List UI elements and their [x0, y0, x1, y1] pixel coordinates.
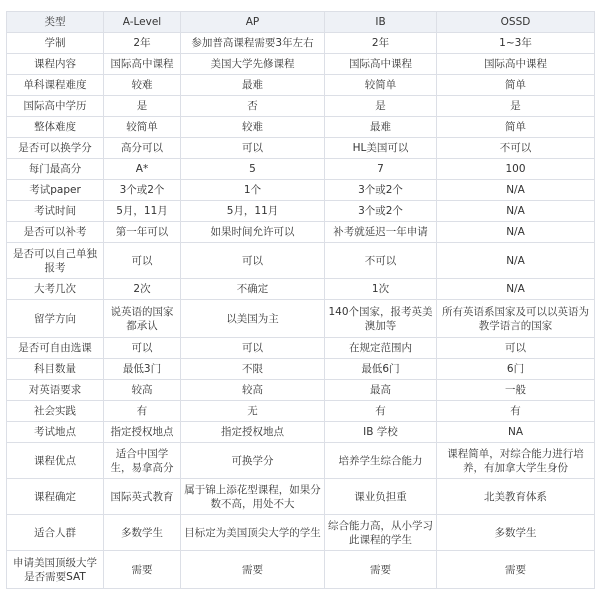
- cell-ib: 国际高中课程: [325, 54, 437, 75]
- cell-ib: 较简单: [325, 75, 437, 96]
- cell-ap: 可以: [181, 338, 325, 359]
- cell-ossd: N/A: [437, 222, 595, 243]
- cell-ossd: 是: [437, 96, 595, 117]
- cell-ossd: N/A: [437, 279, 595, 300]
- table-row: [7, 96, 595, 117]
- cell-ap: 较高: [181, 380, 325, 401]
- row-label: 对英语要求: [7, 380, 104, 401]
- cell-ib: IB 学校: [325, 422, 437, 443]
- header-alevel: A-Level: [104, 12, 181, 33]
- cell-ap: 否: [181, 96, 325, 117]
- cell-alevel: 2年: [104, 33, 181, 54]
- cell-ib: HL美国可以: [325, 138, 437, 159]
- cell-ib: 需要: [325, 551, 437, 589]
- table-row: [7, 201, 595, 222]
- row-label: 是否可自由选课: [7, 338, 104, 359]
- cell-ib: 补考就延迟一年申请: [325, 222, 437, 243]
- cell-alevel: 可以: [104, 338, 181, 359]
- cell-ib: 有: [325, 401, 437, 422]
- cell-ossd: 北美教育体系: [437, 479, 595, 515]
- comparison-table: [6, 11, 595, 589]
- header-row: [7, 12, 595, 33]
- cell-alevel: 说英语的国家都承认: [104, 300, 181, 338]
- cell-ossd: 简单: [437, 117, 595, 138]
- table-row: [7, 222, 595, 243]
- cell-alevel: 指定授权地点: [104, 422, 181, 443]
- row-label: 申请美国顶级大学是否需要SAT: [7, 551, 104, 589]
- cell-ib: 是: [325, 96, 437, 117]
- row-label: 是否可以换学分: [7, 138, 104, 159]
- cell-alevel: 3个或2个: [104, 180, 181, 201]
- cell-ossd: 有: [437, 401, 595, 422]
- cell-ap: 目标定为美国顶尖大学的学生: [181, 515, 325, 551]
- row-label: 大考几次: [7, 279, 104, 300]
- cell-alevel: 可以: [104, 243, 181, 279]
- header-ib: IB: [325, 12, 437, 33]
- cell-alevel: 较难: [104, 75, 181, 96]
- table-row: [7, 54, 595, 75]
- table-row: [7, 401, 595, 422]
- cell-ossd: 多数学生: [437, 515, 595, 551]
- cell-ap: 5月，11月: [181, 201, 325, 222]
- cell-ib: 2年: [325, 33, 437, 54]
- cell-ib: 不可以: [325, 243, 437, 279]
- cell-alevel: 高分可以: [104, 138, 181, 159]
- cell-ap: 无: [181, 401, 325, 422]
- row-label: 考试paper: [7, 180, 104, 201]
- row-label: 学制: [7, 33, 104, 54]
- cell-ossd: 100: [437, 159, 595, 180]
- table-row: [7, 180, 595, 201]
- cell-ap: 参加普高课程需要3年左右: [181, 33, 325, 54]
- row-label: 考试时间: [7, 201, 104, 222]
- cell-ib: 140个国家，报考英美澳加等: [325, 300, 437, 338]
- cell-ap: 需要: [181, 551, 325, 589]
- row-label: 是否可以自己单独报考: [7, 243, 104, 279]
- cell-ossd: 可以: [437, 338, 595, 359]
- cell-ap: 美国大学先修课程: [181, 54, 325, 75]
- cell-ossd: N/A: [437, 201, 595, 222]
- cell-ossd: N/A: [437, 243, 595, 279]
- table-row: [7, 300, 595, 338]
- table-row: [7, 243, 595, 279]
- cell-ap: 可换学分: [181, 443, 325, 479]
- cell-ib: 最高: [325, 380, 437, 401]
- cell-ap: 如果时间允许可以: [181, 222, 325, 243]
- row-label: 留学方向: [7, 300, 104, 338]
- row-label: 考试地点: [7, 422, 104, 443]
- cell-ib: 3个或2个: [325, 180, 437, 201]
- table-row: [7, 159, 595, 180]
- cell-alevel: 较简单: [104, 117, 181, 138]
- cell-ossd: 6门: [437, 359, 595, 380]
- table-row: [7, 443, 595, 479]
- cell-ap: 不确定: [181, 279, 325, 300]
- table-row: [7, 75, 595, 96]
- cell-ossd: 国际高中课程: [437, 54, 595, 75]
- header-ap: AP: [181, 12, 325, 33]
- cell-alevel: 多数学生: [104, 515, 181, 551]
- cell-ib: 1次: [325, 279, 437, 300]
- cell-alevel: 最低3门: [104, 359, 181, 380]
- cell-ossd: 简单: [437, 75, 595, 96]
- cell-alevel: 第一年可以: [104, 222, 181, 243]
- row-label: 单科课程难度: [7, 75, 104, 96]
- table-row: [7, 359, 595, 380]
- table-row: [7, 422, 595, 443]
- cell-ossd: 课程简单，对综合能力进行培养，有加拿大学生身份: [437, 443, 595, 479]
- cell-ap: 最难: [181, 75, 325, 96]
- row-label: 课程内容: [7, 54, 104, 75]
- cell-alevel: A*: [104, 159, 181, 180]
- cell-alevel: 2次: [104, 279, 181, 300]
- table-row: [7, 515, 595, 551]
- cell-ossd: 需要: [437, 551, 595, 589]
- row-label: 是否可以补考: [7, 222, 104, 243]
- header-type: 类型: [7, 12, 104, 33]
- cell-ossd: N/A: [437, 180, 595, 201]
- cell-ib: 在规定范围内: [325, 338, 437, 359]
- cell-alevel: 需要: [104, 551, 181, 589]
- cell-ib: 最难: [325, 117, 437, 138]
- cell-alevel: 适合中国学生，易拿高分: [104, 443, 181, 479]
- cell-ap: 可以: [181, 243, 325, 279]
- cell-ossd: 不可以: [437, 138, 595, 159]
- cell-ossd: 1~3年: [437, 33, 595, 54]
- cell-alevel: 国际高中课程: [104, 54, 181, 75]
- cell-ib: 最低6门: [325, 359, 437, 380]
- table-row: [7, 551, 595, 589]
- cell-ib: 3个或2个: [325, 201, 437, 222]
- cell-alevel: 较高: [104, 380, 181, 401]
- cell-ossd: NA: [437, 422, 595, 443]
- row-label: 课程优点: [7, 443, 104, 479]
- table-row: [7, 338, 595, 359]
- cell-ap: 1个: [181, 180, 325, 201]
- row-label: 社会实践: [7, 401, 104, 422]
- table-row: [7, 117, 595, 138]
- row-label: 科目数量: [7, 359, 104, 380]
- cell-ap: 属于锦上添花型课程，如果分数不高，用处不大: [181, 479, 325, 515]
- cell-ossd: 一般: [437, 380, 595, 401]
- table-row: [7, 479, 595, 515]
- cell-ap: 指定授权地点: [181, 422, 325, 443]
- cell-ap: 较难: [181, 117, 325, 138]
- row-label: 每门最高分: [7, 159, 104, 180]
- cell-ib: 培养学生综合能力: [325, 443, 437, 479]
- table-row: [7, 33, 595, 54]
- cell-ap: 可以: [181, 138, 325, 159]
- row-label: 适合人群: [7, 515, 104, 551]
- cell-ap: 不限: [181, 359, 325, 380]
- header-ossd: OSSD: [437, 12, 595, 33]
- cell-alevel: 国际英式教育: [104, 479, 181, 515]
- cell-alevel: 5月，11月: [104, 201, 181, 222]
- cell-ap: 以美国为主: [181, 300, 325, 338]
- table-row: [7, 279, 595, 300]
- cell-ib: 7: [325, 159, 437, 180]
- cell-ib: 课业负担重: [325, 479, 437, 515]
- cell-ap: 5: [181, 159, 325, 180]
- cell-alevel: 有: [104, 401, 181, 422]
- table-row: [7, 138, 595, 159]
- row-label: 整体难度: [7, 117, 104, 138]
- row-label: 课程确定: [7, 479, 104, 515]
- row-label: 国际高中学历: [7, 96, 104, 117]
- cell-alevel: 是: [104, 96, 181, 117]
- cell-ib: 综合能力高，从小学习此课程的学生: [325, 515, 437, 551]
- table-row: [7, 380, 595, 401]
- cell-ossd: 所有英语系国家及可以以英语为教学语言的国家: [437, 300, 595, 338]
